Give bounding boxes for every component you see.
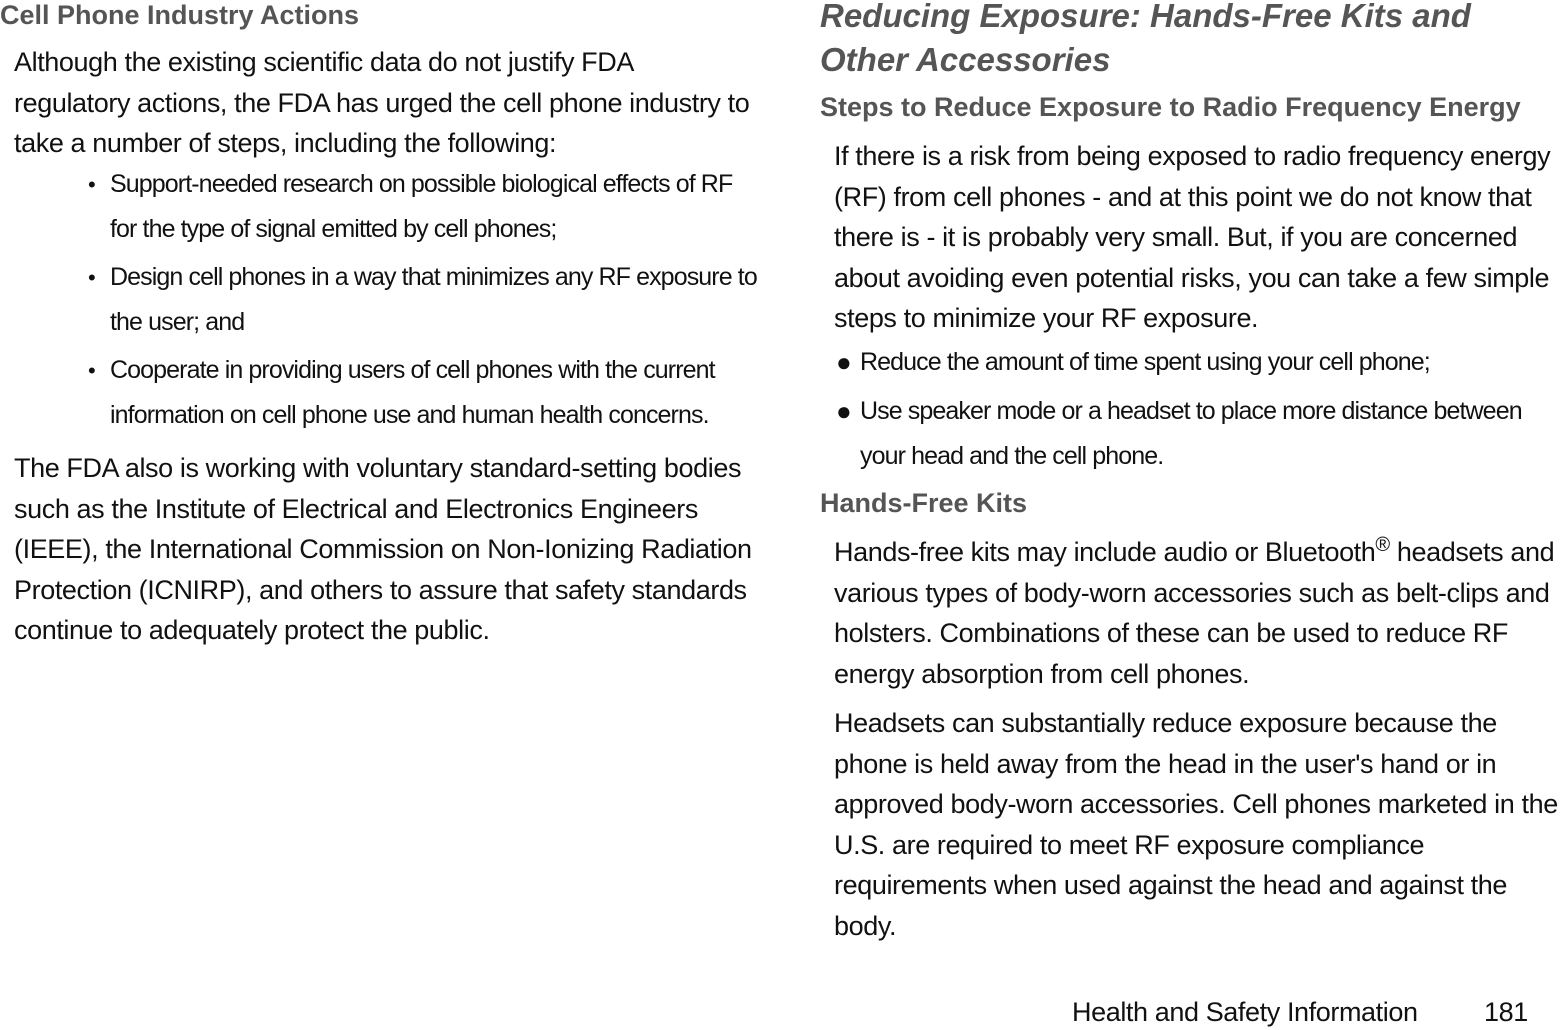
list-item [836, 340, 1566, 385]
registered-mark: ® [1375, 534, 1390, 556]
section-heading-hands-free-kits: Hands-Free Kits [820, 488, 1028, 518]
page-footer [1072, 994, 1528, 1030]
standards-paragraph: The FDA also is working with voluntary standard-setting bodies such as the Institute of Electrical and Electronics Engineers (IEEE), the International Commission on Non-Ionizing Radiation Protection (ICNIRP), and others to assure that safety standards continue to adequately protect the public. [14, 453, 752, 645]
hands-free-text-end: headsets and various types of body-worn accessories such as belt-clips and holsters. Combinations of these can be used to reduce RF energy absorption from cell phones. [834, 537, 1555, 689]
list-item-text: Support-needed research on possible biological effects of RF for the type of signal emitted by cell phones; [110, 170, 733, 243]
list-item [88, 162, 760, 252]
list-item [88, 255, 760, 345]
bullet-icon: • [88, 265, 95, 290]
industry-steps-list [88, 162, 760, 441]
exposure-steps-list [836, 340, 1566, 483]
page-title: Reducing Exposure: Hands-Free Kits and Other Accessories [820, 0, 1471, 78]
risk-paragraph: If there is a risk from being exposed to radio frequency energy (RF) from cell phones - and at this point we do not know that there is - it is probably very small. But, if you are concerned about avoiding even potential risks, you can take a few simple steps to minimize your RF exposure. [834, 141, 1551, 333]
bullet-icon: ● [836, 396, 851, 426]
hands-free-text-start: Hands-free kits may include audio or Bluetooth [834, 537, 1376, 567]
list-item [836, 389, 1566, 479]
headsets-paragraph: Headsets can substantially reduce exposure because the phone is held away from the head in the user's hand or in approved body-worn accessories. Cell phones marketed in the U.S. are required to meet RF exposure compliance requirements when used against the head and against the body. [834, 708, 1558, 941]
page-number: 181 [1484, 997, 1528, 1027]
bullet-icon: ● [836, 347, 851, 377]
list-item-text: Use speaker mode or a headset to place more distance between your head and the cell phone. [860, 397, 1522, 470]
list-item-text: Cooperate in providing users of cell phones with the current information on cell phone use and human health concerns. [110, 356, 715, 429]
bullet-icon: • [88, 358, 95, 383]
section-heading-industry-actions: Cell Phone Industry Actions [0, 0, 360, 30]
intro-paragraph: Although the existing scientific data do not justify FDA regulatory actions, the FDA has urged the cell phone industry to take a number of steps, including the following: [14, 47, 750, 158]
list-item [88, 348, 760, 438]
list-item-text: Design cell phones in a way that minimizes any RF exposure to the user; and [110, 263, 757, 336]
list-item-text: Reduce the amount of time spent using your cell phone; [860, 348, 1430, 376]
bullet-icon: • [88, 172, 95, 197]
section-heading-reduce-exposure: Steps to Reduce Exposure to Radio Frequency Energy [820, 92, 1521, 122]
hands-free-paragraph [834, 532, 1566, 694]
footer-section-title: Health and Safety Information [1072, 997, 1418, 1027]
